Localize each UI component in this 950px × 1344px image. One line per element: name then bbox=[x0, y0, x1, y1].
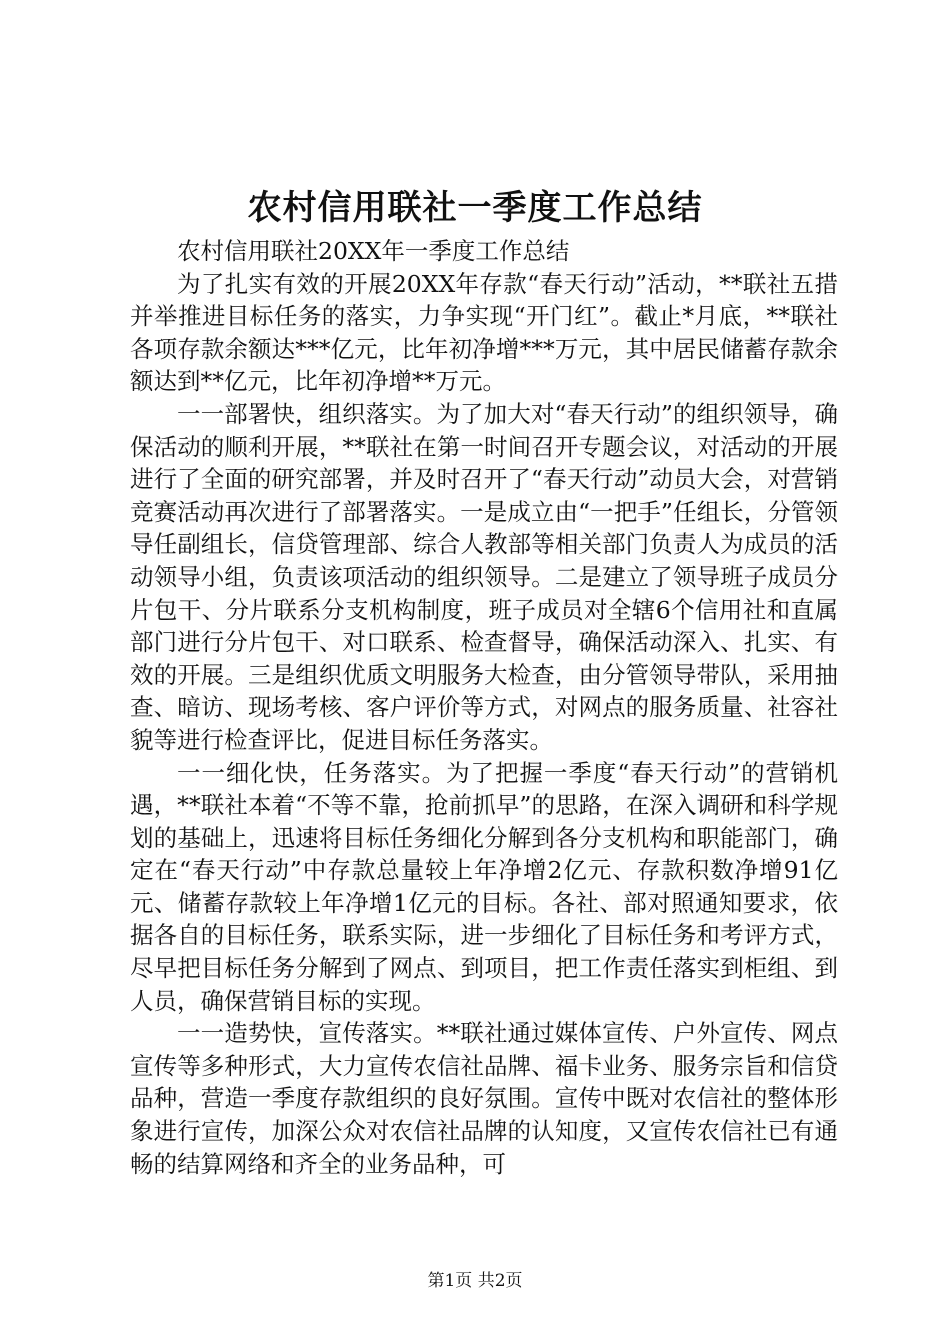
paragraph-refinement: 一一细化快，任务落实。为了把握一季度“春天行动”的营销机遇，**联社本着“不等不靠，抢前抓早”的思路，在深入调研和科学规划的基础上，迅速将目标任务细化分解到各分支机构和职能部门，确定在“春天行动”中存款总量较上年净增2亿元、存款积数净增91亿元、储蓄存款较上年净增1亿元的目标。各社、部对照通知要求，依据各自的目标任务，联系实际，进一步细化了目标任务和考评方式，尽早把目标任务分解到了网点、到项目，把工作责任落实到柜组、到人员，确保营销目标的实现。 bbox=[130, 758, 838, 1015]
paragraph-publicity: 一一造势快，宣传落实。**联社通过媒体宣传、户外宣传、网点宣传等多种形式，大力宣传农信社品牌、福卡业务、服务宗旨和信贷品种，营造一季度存款组织的良好氛围。宣传中既对农信社的整体形象进行宣传，加深公众对农信社品牌的认知度，又宣传农信社已有通畅的结算网络和齐全的业务品种，可 bbox=[130, 1019, 838, 1178]
paragraph-subtitle: 农村信用联社20XX年一季度工作总结 bbox=[177, 237, 570, 265]
document-title: 农村信用联社一季度工作总结 bbox=[247, 188, 703, 228]
document-body bbox=[130, 235, 838, 1180]
page-number-footer: 第1页 共2页 bbox=[427, 1271, 523, 1291]
paragraph-deployment: 一一部署快，组织落实。为了加大对“春天行动”的组织领导，确保活动的顺利开展，**联社在第一时间召开专题会议，对活动的开展进行了全面的研究部署，并及时召开了“春天行动”动员大会，对营销竞赛活动再次进行了部署落实。一是成立由“一把手”任组长，分管领导任副组长，信贷管理部、综合人教部等相关部门负责人为成员的活动领导小组，负责该项活动的组织领导。二是建立了领导班子成员分片包干、分片联系分支机构制度，班子成员对全辖6个信用社和直属部门进行分片包干、对口联系、检查督导，确保活动深入、扎实、有效的开展。三是组织优质文明服务大检查，由分管领导带队，采用抽查、暗访、现场考核、客户评价等方式，对网点的服务质量、社容社貌等进行检查评比，促进目标任务落实。 bbox=[130, 399, 838, 754]
paragraph-intro: 为了扎实有效的开展20XX年存款“春天行动”活动，**联社五措并举推进目标任务的落实，力争实现“开门红”。截止*月底，**联社各项存款余额达***亿元，比年初净增***万元，其中居民储蓄存款余额达到**亿元，比年初净增**万元。 bbox=[130, 269, 838, 396]
